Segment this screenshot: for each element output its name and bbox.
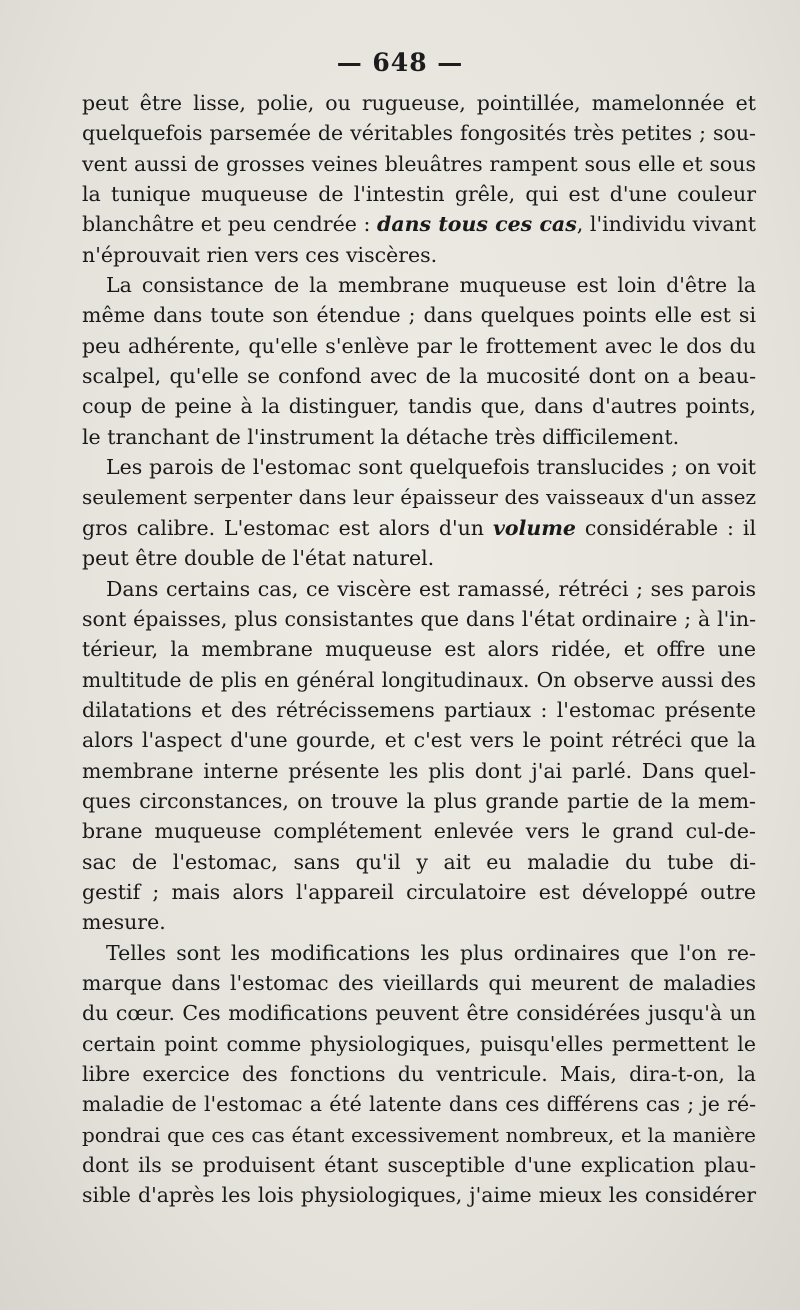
text-line: même dans toute son étendue ; dans quelques points elle est si xyxy=(82,303,756,328)
body-text xyxy=(82,88,756,1211)
text-line: mesure. xyxy=(82,910,166,935)
text-line: le tranchant de l'instrument la détache très difficilement. xyxy=(82,424,680,449)
text-line: libre exercice des fonctions du ventricule. Mais, dira-t-on, la xyxy=(82,1062,756,1086)
text-line: dilatations et des rétrécissemens partiaux : l'estomac présente xyxy=(82,697,756,722)
text-line: brane muqueuse complétement enlevée vers le grand cul-de- xyxy=(82,819,756,844)
text-line: Les parois de l'estomac sont quelquefois translucides ; on voit xyxy=(106,455,756,480)
text-line: gros calibre. L'estomac est alors d'un volume considérable : il xyxy=(82,515,757,540)
text-line: seulement serpenter dans leur épaisseur des vaisseaux d'un assez xyxy=(82,485,756,510)
text-line: quelquefois parsemée de véritables fongosités très petites ; sou- xyxy=(82,121,756,146)
text-line: du cœur. Ces modifications peuvent être considérées jusqu'à un xyxy=(82,1001,756,1026)
text-line: multitude de plis en général longitudinaux. On observe aussi des xyxy=(82,667,756,692)
text-line: sont épaisses, plus consistantes que dans l'état ordinaire ; à l'in- xyxy=(82,606,756,631)
text-line: alors l'aspect d'une gourde, et c'est vers le point rétréci que la xyxy=(82,728,756,753)
text-line: marque dans l'estomac des vieillards qui meurent de maladies xyxy=(82,970,756,995)
page-number: — 648 — xyxy=(336,48,464,77)
text-line: scalpel, qu'elle se confond avec de la mucosité dont on a beau- xyxy=(82,364,756,389)
text-line: sac de l'estomac, sans qu'il y ait eu maladie du tube di- xyxy=(82,849,756,874)
text-line: Telles sont les modifications les plus ordinaires que l'on re- xyxy=(106,940,756,965)
text-line: peu adhérente, qu'elle s'enlève par le frottement avec le dos du xyxy=(82,333,756,358)
text-line: membrane interne présente les plis dont j'ai parlé. Dans quel- xyxy=(82,758,756,783)
text-line: sible d'après les lois physiologiques, j'aime mieux les considérer xyxy=(82,1183,756,1208)
text-line: dont ils se produisent étant susceptible d'une explication plau- xyxy=(82,1153,756,1178)
text-line: pondrai que ces cas étant excessivement nombreux, et la manière xyxy=(82,1122,756,1147)
text-line: coup de peine à la distinguer, tandis que, dans d'autres points, xyxy=(82,394,756,419)
text-line: ques circonstances, on trouve la plus grande partie de la mem- xyxy=(82,788,756,813)
text-line: gestif ; mais alors l'appareil circulatoire est développé outre xyxy=(82,879,756,904)
text-line: peut être double de l'état naturel. xyxy=(82,546,435,571)
text-line: n'éprouvait rien vers ces viscères. xyxy=(82,242,438,267)
text-line: La consistance de la membrane muqueuse est loin d'être la xyxy=(106,273,756,298)
text-line: maladie de l'estomac a été latente dans ces différens cas ; je ré- xyxy=(82,1092,756,1117)
text-line: térieur, la membrane muqueuse est alors ridée, et offre une xyxy=(82,637,756,662)
text-line: certain point comme physiologiques, puisqu'elles permettent le xyxy=(82,1031,756,1056)
text-line: peut être lisse, polie, ou rugueuse, pointillée, mamelonnée et xyxy=(82,91,756,115)
text-line: la tunique muqueuse de l'intestin grêle, qui est d'une couleur xyxy=(82,182,756,207)
text-line: vent aussi de grosses veines bleuâtres rampent sous elle et sous xyxy=(82,151,756,176)
text-line: Dans certains cas, ce viscère est ramassé, rétréci ; ses parois xyxy=(106,576,756,601)
text-line: blanchâtre et peu cendrée : dans tous ces cas, l'individu vivant xyxy=(82,212,756,237)
